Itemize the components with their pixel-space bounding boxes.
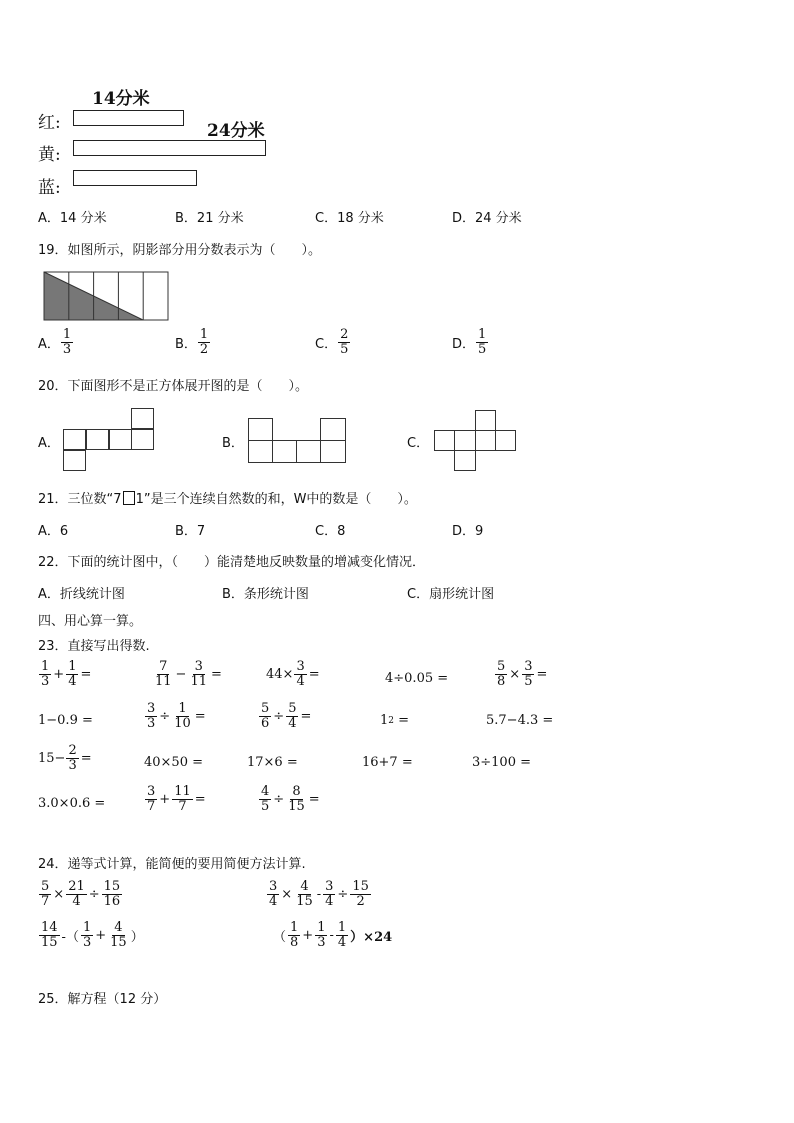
q23-expr-3: 44× $\frac{3}{4}$ =: [266, 659, 320, 689]
net-cell: [272, 440, 297, 463]
net-cell: [475, 430, 496, 451]
net-cell: [495, 430, 516, 451]
q23-expr-2: $\frac{7}{11}$ − $\frac{3}{11}$ =: [155, 659, 222, 689]
q24-text: 24．递等式计算，能简便的要用简便方法计算.: [38, 857, 306, 872]
q22-option-a: A．折线统计图: [38, 587, 125, 602]
q23-expr-12: 40×50 =: [144, 755, 204, 770]
net-cell: [320, 418, 346, 441]
net-cell: [434, 430, 455, 451]
q18-option-c: C．18 分米: [315, 211, 384, 226]
q18-option-a: A．14 分米: [38, 211, 107, 226]
net-cell: [248, 418, 273, 441]
net-cell: [454, 450, 476, 471]
q24-problem-3: $\frac{14}{15}$ -（ $\frac{1}{3}$ + $\frac{4}{15}$ ）: [41, 920, 144, 950]
net-cell: [454, 430, 476, 451]
mid-measure-label: 24分米: [207, 121, 265, 141]
q23-expr-16: 3.0×0.6 =: [38, 796, 106, 811]
yellow-bar: [73, 140, 266, 156]
q23-expr-14: 16+7 =: [362, 755, 413, 770]
q23-expr-11: 15− $\frac{2}{3}$ =: [38, 743, 92, 773]
q21-option-d: D．9: [452, 524, 484, 539]
q19-option-d: D． $\frac{1}{5}$: [452, 327, 487, 357]
q23-expr-10: 5.7−4.3 =: [486, 713, 554, 728]
q20-option-b: B．: [222, 436, 244, 451]
yellow-label: 黄:: [38, 145, 61, 165]
q23-expr-7: $\frac{3}{3}$ ÷ $\frac{1}{10}$ =: [147, 701, 206, 731]
blue-bar: [73, 170, 197, 186]
q23-expr-17: $\frac{3}{7}$ + $\frac{11}{7}$ =: [147, 784, 206, 814]
q24-problem-1: $\frac{5}{7}$ × $\frac{21}{4}$ ÷ $\frac{15}{16}$: [41, 879, 121, 909]
blank-box: [123, 491, 135, 505]
net-cell: [475, 410, 496, 431]
q23-expr-5: $\frac{5}{8}$ × $\frac{3}{5}$ =: [497, 659, 548, 689]
q23-expr-18: $\frac{4}{5}$ ÷ $\frac{8}{15}$ =: [261, 784, 320, 814]
q20-option-c: C．: [407, 436, 430, 451]
q22-option-b: B．条形统计图: [222, 587, 309, 602]
net-cell: [320, 440, 346, 463]
q21-option-b: B．7: [175, 524, 206, 539]
net-cell: [109, 429, 132, 450]
q21-text: 21．三位数“7 1”是三个连续自然数的和，W中的数是（ ）。: [38, 492, 417, 507]
q24-problem-4: （ $\frac{1}{8}$ + $\frac{1}{3}$ - $\frac{1}{4}$ ）×24: [273, 920, 393, 950]
net-cell: [63, 450, 86, 471]
q23-expr-9: 1 2 =: [380, 713, 410, 728]
q19-text: 19．如图所示，阴影部分用分数表示为（ ）。: [38, 243, 322, 258]
q23-expr-4: 4÷0.05 =: [385, 671, 449, 686]
net-cell: [248, 440, 273, 463]
q21-option-a: A．6: [38, 524, 69, 539]
q18-option-d: D．24 分米: [452, 211, 522, 226]
net-cell: [131, 429, 154, 450]
q23-expr-15: 3÷100 =: [472, 755, 532, 770]
q23-text: 23．直接写出得数.: [38, 639, 150, 654]
q23-expr-1: $\frac{1}{3}$ + $\frac{1}{4}$ =: [41, 659, 92, 689]
q22-text: 22．下面的统计图中，（ ）能清楚地反映数量的增减变化情况．: [38, 555, 426, 570]
top-measure-label: 14分米: [92, 89, 150, 109]
q21-option-c: C．8: [315, 524, 346, 539]
q24-problem-2: $\frac{3}{4}$ × $\frac{4}{15}$ - $\frac{3}{4}$ ÷ $\frac{15}{2}$: [269, 879, 369, 909]
q19-option-a: A． $\frac{1}{3}$: [38, 327, 72, 357]
net-cell: [131, 408, 154, 429]
red-label: 红:: [38, 113, 61, 133]
q19-option-c: C． $\frac{2}{5}$: [315, 327, 349, 357]
q23-expr-8: $\frac{5}{6}$ ÷ $\frac{5}{4}$ =: [261, 701, 312, 731]
q23-expr-6: 1−0.9 =: [38, 713, 93, 728]
q22-option-c: C．扇形统计图: [407, 587, 495, 602]
q19-shaded-figure: [43, 271, 169, 321]
red-bar: [73, 110, 184, 126]
net-cell: [296, 440, 321, 463]
q23-expr-13: 17×6 =: [247, 755, 298, 770]
net-cell: [86, 429, 109, 450]
q20-option-a: A．: [38, 436, 60, 451]
q19-option-b: B． $\frac{1}{2}$: [175, 327, 209, 357]
q25-text: 25．解方程（12 分）: [38, 992, 167, 1007]
blue-label: 蓝:: [38, 178, 61, 198]
q18-option-b: B．21 分米: [175, 211, 244, 226]
net-cell: [63, 429, 86, 450]
q20-text: 20．下面图形不是正方体展开图的是（ ）。: [38, 379, 309, 394]
section-4-heading: 四、用心算一算。: [38, 614, 143, 629]
